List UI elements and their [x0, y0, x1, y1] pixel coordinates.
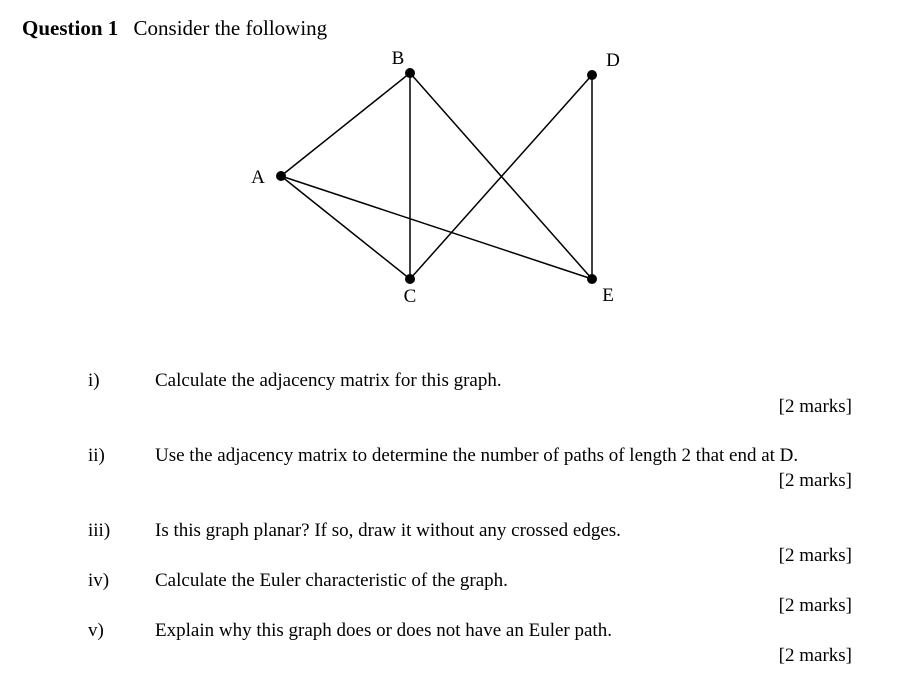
item-number-v: v) [88, 620, 104, 641]
item-text-iv: Calculate the Euler characteristic of the graph. [155, 570, 508, 591]
graph-edges [281, 73, 592, 279]
item-marks-i: [2 marks] [778, 396, 852, 417]
vertex-label-b: B [391, 48, 405, 69]
edge-a-c [281, 176, 410, 279]
question-label: Question 1 [22, 16, 119, 40]
item-text-iii: Is this graph planar? If so, draw it without any crossed edges. [155, 520, 621, 541]
item-number-i: i) [88, 370, 100, 391]
edge-a-e [281, 176, 592, 279]
vertex-b [405, 68, 415, 78]
item-number-iii: iii) [88, 520, 111, 541]
vertex-label-e: E [602, 285, 614, 306]
vertex-c [405, 274, 415, 284]
graph-vertices [276, 68, 597, 284]
question-intro: Consider the following [133, 16, 328, 40]
item-text-i: Calculate the adjacency matrix for this graph. [155, 370, 502, 391]
item-number-ii: ii) [88, 445, 105, 466]
item-marks-ii: [2 marks] [778, 470, 852, 491]
item-text-v: Explain why this graph does or does not have an Euler path. [155, 620, 612, 641]
vertex-label-a: A [251, 167, 265, 188]
item-marks-iii: [2 marks] [778, 545, 852, 566]
vertex-a [276, 171, 286, 181]
graph-labels [251, 48, 620, 307]
edge-a-b [281, 73, 410, 176]
item-marks-iv: [2 marks] [778, 595, 852, 616]
vertex-e [587, 274, 597, 284]
item-number-iv: iv) [88, 570, 110, 591]
vertex-label-c: C [403, 286, 417, 307]
item-marks-v: [2 marks] [778, 645, 852, 666]
item-text-ii: Use the adjacency matrix to determine the number of paths of length 2 that end at D. [155, 445, 799, 466]
vertex-d [587, 70, 597, 80]
vertex-label-d: D [606, 50, 620, 71]
